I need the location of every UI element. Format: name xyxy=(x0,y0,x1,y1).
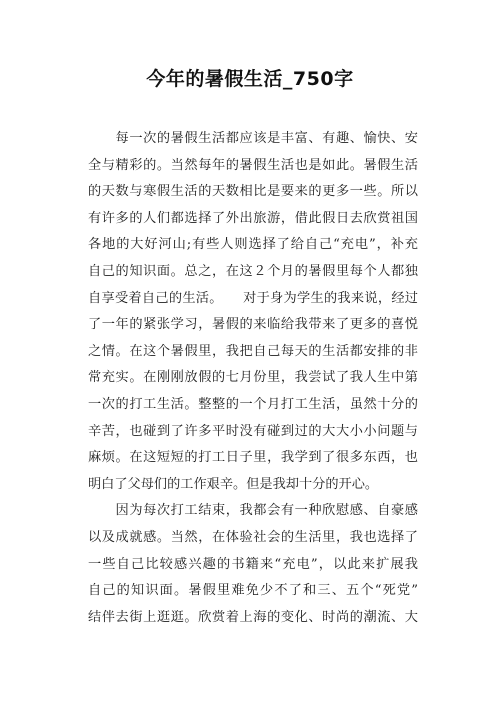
text-line: 一些自己比较感兴趣的书籍来“充电”，以此来扩展我 xyxy=(88,556,418,572)
text-line: 一次的打工生活。整整的一个月打工生活，虽然十分的 xyxy=(88,396,418,412)
text-line: 因为每次打工结束，我都会有一种欣慰感、自豪感 xyxy=(88,503,418,519)
text-line: 辛苦，也碰到了许多平时没有碰到过的大大小小问题与 xyxy=(88,423,418,439)
text-line: 自享受着自己的生活。 对于身为学生的我来说，经过 xyxy=(88,290,418,306)
text-line: 麻烦。在这短短的打工日子里，我学到了很多东西，也 xyxy=(88,450,418,466)
text-line: 全与精彩的。当然每年的暑假生活也是如此。暑假生活 xyxy=(88,157,418,173)
text-line: 有许多的人们都选择了外出旅游，借此假日去欣赏祖国 xyxy=(88,210,418,226)
text-line: 自己的知识面。暑假里难免少不了和三、五个“死党” xyxy=(88,583,418,599)
text-line: 的天数与寒假生活的天数相比是要来的更多一些。所以 xyxy=(88,184,418,200)
text-line: 常充实。在刚刚放假的七月份里，我尝试了我人生中第 xyxy=(88,370,418,386)
text-line: 明白了父母们的工作艰辛。但是我却十分的开心。 xyxy=(88,476,379,492)
text-line: 以及成就感。当然，在体验社会的生活里，我也选择了 xyxy=(88,529,418,545)
text-line: 自己的知识面。总之，在这２个月的暑假里每个人都独 xyxy=(88,263,418,279)
text-line: 之情。在这个暑假里，我把自己每天的生活都安排的非 xyxy=(88,343,418,359)
text-line: 每一次的暑假生活都应该是丰富、有趣、愉快、安 xyxy=(88,131,418,146)
text-line: 各地的大好河山;有些人则选择了给自己“充电”，补充 xyxy=(88,237,418,253)
article-body xyxy=(88,126,418,631)
text-line: 结伴去街上逛逛。欣赏着上海的变化、时尚的潮流、大 xyxy=(88,609,418,625)
document-title: 今年的暑假生活_750字 xyxy=(146,68,354,90)
text-line: 了一年的紧张学习，暑假的来临给我带来了更多的喜悦 xyxy=(88,317,418,333)
